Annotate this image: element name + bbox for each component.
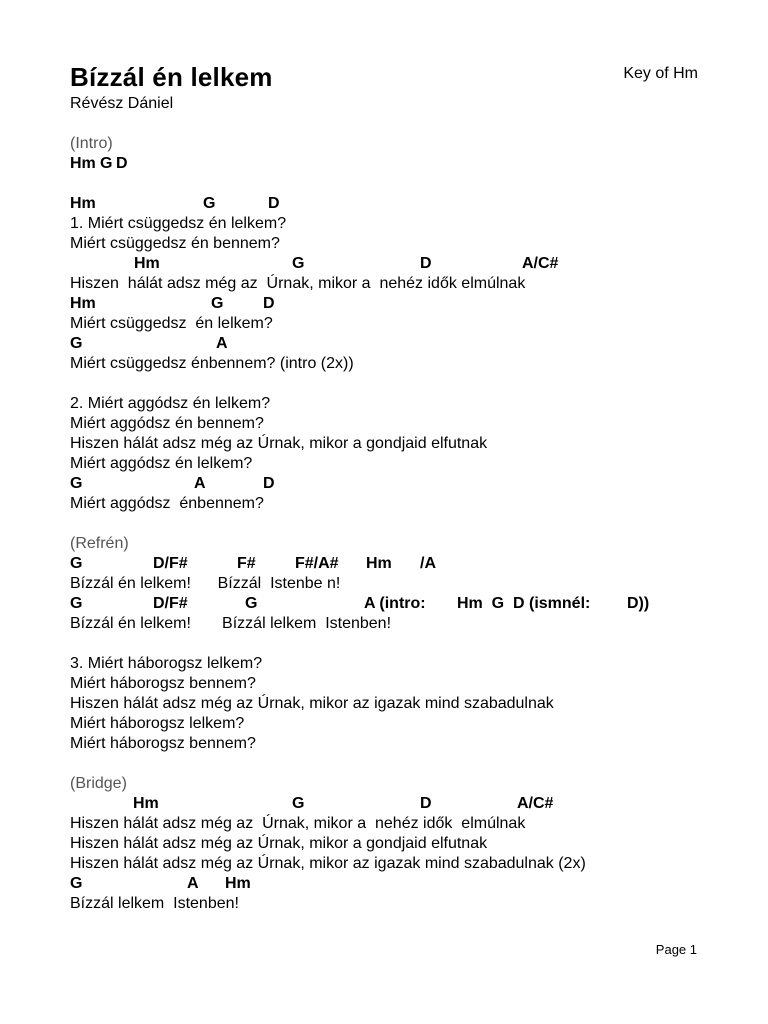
- chord: Hm: [366, 555, 392, 572]
- chord: D: [420, 795, 432, 812]
- lyric-line: Bízzál lelkem Istenben!: [70, 895, 239, 912]
- chord: G: [211, 295, 224, 312]
- chord: Hm: [70, 155, 96, 172]
- refrain-chords-a: [70, 554, 730, 574]
- chord: F#/A#: [295, 555, 339, 572]
- lyric-line: Hiszen hálát adsz még az Úrnak, mikor a nehéz idők elmúlnak: [70, 815, 526, 832]
- verse2-chords-a: [70, 474, 730, 494]
- chord: A: [216, 335, 228, 352]
- bridge-chords-a: [70, 794, 730, 814]
- spacer: [70, 634, 730, 654]
- chord: /A: [420, 555, 436, 572]
- lyric-line: Miért háborogsz bennem?: [70, 735, 256, 752]
- chord: A (intro:: [364, 595, 426, 612]
- chord: D: [116, 155, 128, 172]
- spacer: [70, 174, 730, 194]
- chord: A: [194, 475, 206, 492]
- verse1-chords-a: [70, 194, 730, 214]
- lyric-line: Hiszen hálát adsz még az Úrnak, mikor az igazak mind szabadulnak (2x): [70, 855, 586, 872]
- chord: G: [70, 475, 83, 492]
- chord: G: [100, 155, 113, 172]
- lyric-line: Hiszen hálát adsz még az Úrnak, mikor az igazak mind szabadulnak: [70, 695, 554, 712]
- chord: G: [70, 875, 83, 892]
- lyric-line: Miért aggódsz én bennem?: [70, 415, 264, 432]
- intro-chords: [70, 154, 730, 174]
- lyric-line: 2. Miért aggódsz én lelkem?: [70, 395, 271, 412]
- lyric-line: Miért aggódsz énbennem?: [70, 495, 264, 512]
- lyric-line: 1. Miért csüggedsz én lelkem?: [70, 215, 287, 232]
- lyric-line: Miért háborogsz lelkem?: [70, 715, 245, 732]
- chord: D: [420, 255, 432, 272]
- chord: D: [263, 295, 275, 312]
- chord: G: [203, 195, 216, 212]
- chord: G: [70, 555, 83, 572]
- spacer: [70, 374, 730, 394]
- song-title: Bízzál én lelkem: [70, 62, 273, 92]
- chord: Hm: [133, 795, 159, 812]
- lyric-line: Miért csüggedsz énbennem? (intro (2x)): [70, 355, 354, 372]
- lyric-line: Hiszen hálát adsz még az Úrnak, mikor a gondjaid elfutnak: [70, 835, 488, 852]
- song-body: [70, 134, 730, 914]
- song-key: Key of Hm: [623, 65, 698, 82]
- bridge-chords-b: [70, 874, 730, 894]
- lyric-line: Bízzál én lelkem! Bízzál Istenbe n!: [70, 575, 341, 592]
- song-author: Révész Dániel: [70, 95, 174, 112]
- page-number: Page 1: [655, 942, 697, 957]
- chord: G: [70, 335, 83, 352]
- chord: A: [187, 875, 199, 892]
- lyric-line: Hiszen hálát adsz még az Úrnak, mikor a nehéz idők elmúlnak: [70, 275, 526, 292]
- spacer: [70, 754, 730, 774]
- chord: G: [70, 595, 83, 612]
- lyric-line: Miért aggódsz én lelkem?: [70, 455, 253, 472]
- spacer: [70, 514, 730, 534]
- lyric-line: Miért csüggedsz én lelkem?: [70, 315, 273, 332]
- lyric-line: Miért háborogsz bennem?: [70, 675, 256, 692]
- chord: Hm: [70, 295, 96, 312]
- chord: D)): [627, 595, 650, 612]
- chord: G: [245, 595, 258, 612]
- chord: Hm: [70, 195, 96, 212]
- chord: D/F#: [153, 555, 188, 572]
- chord: G: [292, 795, 305, 812]
- chord: Hm: [225, 875, 251, 892]
- chord: Hm: [134, 255, 160, 272]
- chord: D: [268, 195, 280, 212]
- chord: F#: [237, 555, 256, 572]
- verse1-chords-c: [70, 294, 730, 314]
- chord: D: [263, 475, 275, 492]
- bridge-label: (Bridge): [70, 775, 127, 792]
- chord: G: [292, 255, 305, 272]
- lyric-line: Bízzál én lelkem! Bízzál lelkem Istenben!: [70, 615, 392, 632]
- lyric-line: 3. Miért háborogsz lelkem?: [70, 655, 263, 672]
- chord: A/C#: [522, 255, 559, 272]
- verse1-chords-b: [70, 254, 730, 274]
- lyric-line: Hiszen hálát adsz még az Úrnak, mikor a gondjaid elfutnak: [70, 435, 488, 452]
- refrain-chords-b: [70, 594, 730, 614]
- chord: A/C#: [517, 795, 554, 812]
- refrain-label: (Refrén): [70, 535, 129, 552]
- chord: Hm G D (ismnél:: [457, 595, 591, 612]
- chord: D/F#: [153, 595, 188, 612]
- verse1-chords-d: [70, 334, 730, 354]
- lyric-line: Miért csüggedsz én bennem?: [70, 235, 280, 252]
- intro-label: (Intro): [70, 135, 113, 152]
